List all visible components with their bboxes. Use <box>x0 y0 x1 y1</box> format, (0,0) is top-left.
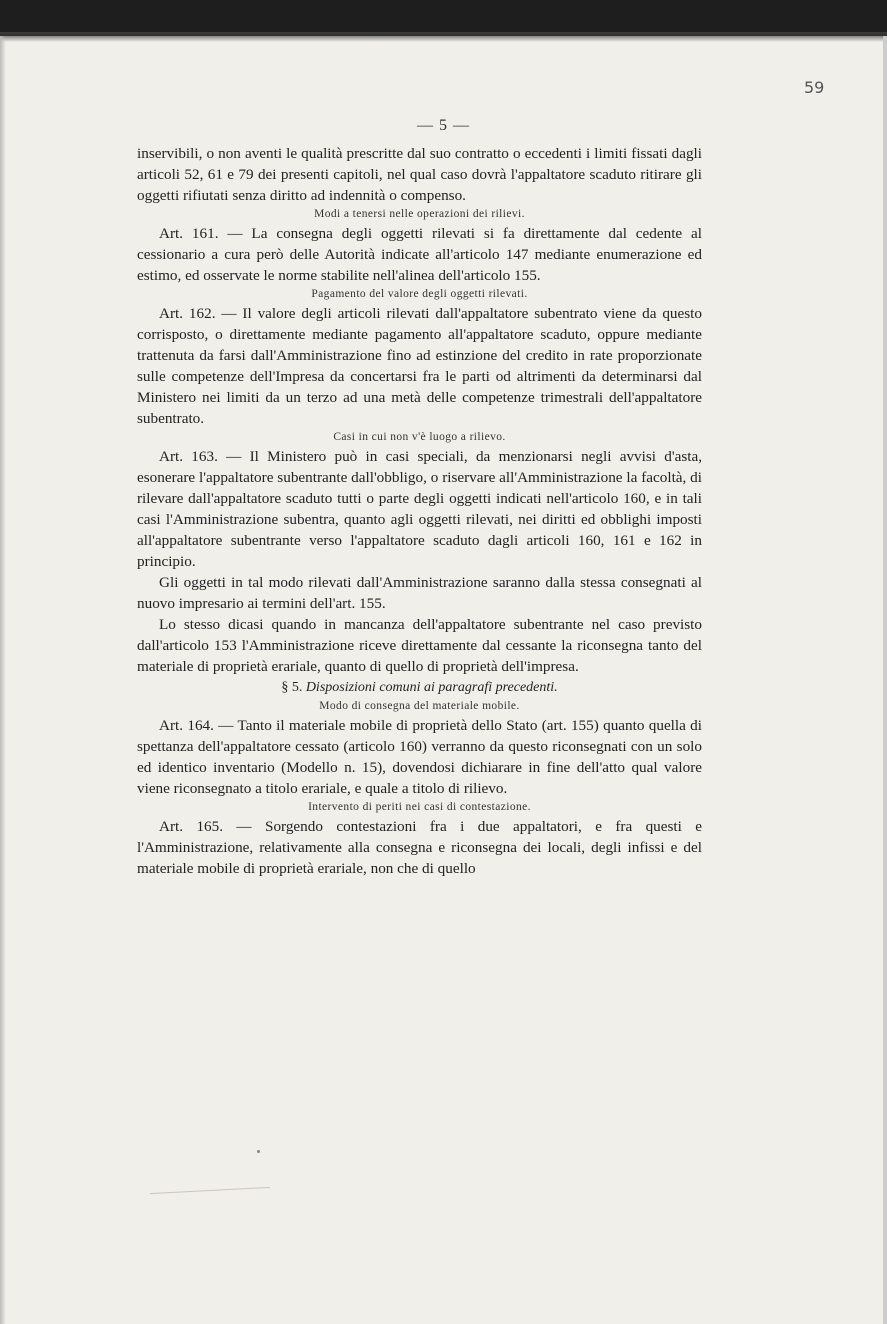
scan-left-edge <box>0 36 6 1324</box>
article-163: Art. 163. — Il Ministero può in casi speciali, da menzionarsi negli avvisi d'asta, esonerare l'appaltatore subentrante dall'obbligo, o riservare all'Amministrazione la facoltà, di rilevare dall'appaltatore scaduto tutti o parte degli oggetti indicati nell'articolo 160, e in tali casi l'Amministrazione subentra, quanto agli oggetti rilevati, nei diritti ed obblighi imposti all'appaltatore subentrante verso l'appaltatore scaduto dagli articoli 160, 161 e 162 in principio. <box>137 448 702 570</box>
paragraph: Gli oggetti in tal modo rilevati dall'Amministrazione saranno dalla stessa consegnati al nuovo impresario ai termini dell'art. 155. <box>137 574 702 612</box>
section-number: § 5. <box>281 680 303 695</box>
marginal-heading: Intervento di periti nei casi di contestazione. <box>308 801 531 813</box>
faint-stroke <box>150 1187 270 1194</box>
section-title: Disposizioni comuni ai paragrafi precedenti. <box>305 680 558 695</box>
marginal-heading: Modo di consegna del materiale mobile. <box>319 700 520 712</box>
scan-top-border <box>0 0 887 36</box>
handwritten-folio-number: 59 <box>804 78 825 97</box>
article-161: Art. 161. — La consegna degli oggetti rilevati si fa direttamente dal cedente al cessionario a cura però delle Autorità indicate all'articolo 147 mediante enumerazione ed estimo, ed osservate le norme stabilite nell'alinea dell'articolo 155. <box>137 225 702 284</box>
article-162: Art. 162. — Il valore degli articoli rilevati dall'appaltatore subentrato viene da questo corrisposto, o direttamente mediante pagamento all'appaltatore scaduto, oppure mediante trattenuta da farsi dall'Amministrazione fino ad estinzione del credito in rate proporzionate sulle competenze dell'Impresa da concertarsi fra le parti od altrimenti da determinarsi dal Ministero nei limiti da un terzo ad una metà delle competenze trimestrali dell'appaltatore subentrato. <box>137 305 702 427</box>
section-heading <box>137 677 702 698</box>
marginal-heading: Modi a tenersi nelle operazioni dei rilievi. <box>314 208 525 220</box>
marginal-heading: Pagamento del valore degli oggetti rilevati. <box>311 288 528 300</box>
paragraph: Lo stesso dicasi quando in mancanza dell'appaltatore subentrante nel caso previsto dall'articolo 153 l'Amministrazione riceve direttamente dal cessante la riconsegna tanto del materiale di proprietà erariale, quanto di quello di proprietà dell'impresa. <box>137 616 702 675</box>
marginal-heading: Casi in cui non v'è luogo a rilievo. <box>333 431 506 443</box>
scan-right-edge <box>883 36 887 1324</box>
article-164: Art. 164. — Tanto il materiale mobile di proprietà dello Stato (art. 155) quanto quella di spettanza dell'appaltatore cessato (articolo 160) verranno da questo riconsegnati con un solo ed identico inventario (Modello n. 15), dovendosi dichiarare in fine dell'atto qual valore viene riconsegnato a titolo erariale, e quale a titolo di rilievo. <box>137 717 702 797</box>
page-number: — 5 — <box>417 117 470 134</box>
article-165: Art. 165. — Sorgendo contestazioni fra i due appaltatori, e fra questi e l'Amministrazione, relativamente alla consegna e riconsegna dei locali, degli infissi e del materiale mobile di proprietà erariale, non che di quello <box>137 818 702 877</box>
body-text <box>137 143 702 879</box>
ink-speck <box>257 1150 260 1153</box>
paragraph: inservibili, o non aventi le qualità prescritte dal suo contratto o eccedenti i limiti fissati dagli articoli 52, 61 e 79 dei presenti capitoli, nel qual caso dovrà l'appaltatore scaduto ritirare gli oggetti rifiutati senza diritto ad indennità o compenso. <box>137 145 702 204</box>
